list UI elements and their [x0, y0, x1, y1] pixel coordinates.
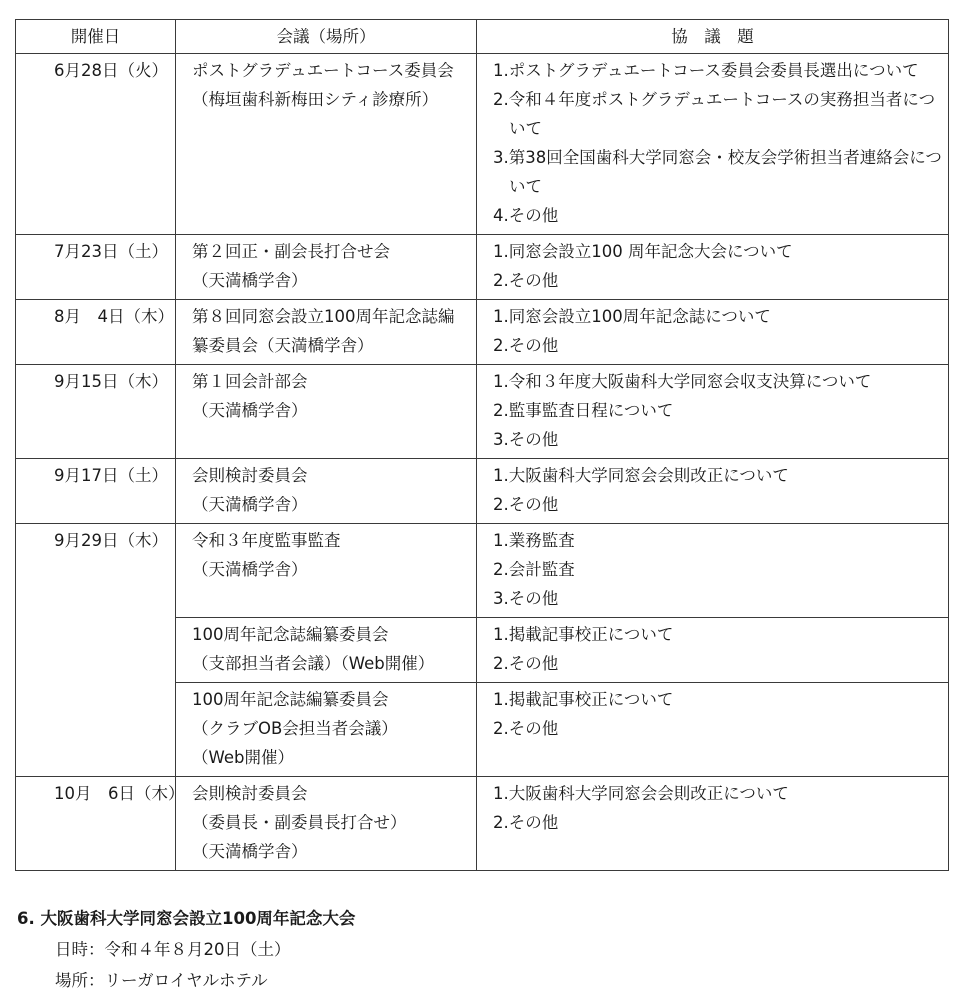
meeting-date: 7月23日（土）	[16, 235, 176, 300]
agenda-item: 1.大阪歯科大学同窓会会則改正について	[493, 466, 789, 485]
meeting-line: （Web開催）	[192, 748, 294, 767]
meeting-line: （梅垣歯科新梅田シティ診療所）	[192, 90, 439, 109]
agenda-item: 1.業務監査	[493, 531, 575, 550]
table-row	[16, 300, 949, 365]
header-meeting: 会議（場所）	[176, 20, 477, 54]
meeting-date: 6月28日（火）	[16, 54, 176, 235]
table-row	[16, 54, 949, 235]
agenda-item: 3.第38回全国歯科大学同窓会・校友会学術担当者連絡会について	[493, 148, 942, 196]
agenda-list	[477, 235, 949, 300]
meeting-date: 8月 4日（木）	[16, 300, 176, 365]
agenda-list	[477, 683, 949, 777]
agenda-item: 2.その他	[493, 271, 559, 290]
table-header-row	[16, 20, 949, 54]
meeting-line: 会則検討委員会	[192, 466, 308, 485]
meeting-line: 第２回正・副会長打合せ会	[192, 242, 390, 261]
agenda-item: 1.ポストグラデュエートコース委員会委員長選出について	[493, 61, 919, 80]
meeting-name	[176, 618, 477, 683]
meeting-line: 100周年記念誌編纂委員会	[192, 625, 389, 644]
agenda-item: 3.その他	[493, 589, 559, 608]
agenda-item: 3.その他	[493, 430, 559, 449]
meeting-name	[176, 459, 477, 524]
agenda-list	[477, 54, 949, 235]
meeting-line: （クラブOB会担当者会議）	[192, 719, 398, 738]
anniversary-section	[17, 903, 355, 996]
agenda-item: 2.その他	[493, 336, 559, 355]
meeting-line: （委員長・副委員長打合せ）	[192, 813, 407, 832]
meeting-name	[176, 235, 477, 300]
meeting-line: ポストグラデュエートコース委員会	[192, 61, 454, 80]
agenda-list	[477, 365, 949, 459]
meeting-name	[176, 683, 477, 777]
header-date: 開催日	[16, 20, 176, 54]
meeting-line: 第１回会計部会	[192, 372, 308, 391]
event-place: 場所：リーガロイヤルホテル	[55, 971, 268, 990]
agenda-item: 2.その他	[493, 813, 559, 832]
table-row	[16, 777, 949, 871]
agenda-item: 1.同窓会設立100 周年記念大会について	[493, 242, 793, 261]
table-row	[16, 235, 949, 300]
meeting-name	[176, 300, 477, 365]
agenda-item: 1.大阪歯科大学同窓会会則改正について	[493, 784, 789, 803]
meeting-line: 会則検討委員会	[192, 784, 308, 803]
meeting-schedule-table	[15, 19, 949, 871]
meeting-line: （天満橋学舎）	[192, 495, 308, 514]
meeting-name	[176, 54, 477, 235]
section-heading: 6. 大阪歯科大学同窓会設立100周年記念大会	[17, 909, 356, 928]
agenda-item: 1.掲載記事校正について	[493, 690, 674, 709]
agenda-item: 2.令和４年度ポストグラデュエートコースの実務担当者について	[493, 90, 936, 138]
agenda-item: 2.その他	[493, 654, 559, 673]
table-row	[16, 524, 949, 618]
table-row	[16, 459, 949, 524]
header-agenda: 協 議 題	[477, 20, 949, 54]
agenda-item: 2.監事監査日程について	[493, 401, 674, 420]
agenda-item: 1.同窓会設立100周年記念誌について	[493, 307, 771, 326]
meeting-line: （天満橋学舎）	[192, 401, 308, 420]
meeting-line: （天満橋学舎）	[192, 271, 308, 290]
meeting-line: （天満橋学舎）	[192, 560, 308, 579]
meeting-line: 100周年記念誌編纂委員会	[192, 690, 389, 709]
meeting-name	[176, 524, 477, 618]
agenda-list	[477, 300, 949, 365]
meeting-date: 9月29日（木）	[16, 524, 176, 777]
agenda-item: 2.その他	[493, 719, 559, 738]
meeting-date: 9月17日（土）	[16, 459, 176, 524]
meeting-name	[176, 777, 477, 871]
agenda-item: 1.令和３年度大阪歯科大学同窓会収支決算について	[493, 372, 872, 391]
agenda-list	[477, 618, 949, 683]
agenda-list	[477, 524, 949, 618]
meeting-line: （天満橋学舎）	[192, 842, 308, 861]
meeting-line: 令和３年度監事監査	[192, 531, 341, 550]
meeting-line: 第８回同窓会設立100周年記念誌編纂委員会（天満橋学舎）	[192, 307, 455, 355]
agenda-list	[477, 777, 949, 871]
meeting-name	[176, 365, 477, 459]
agenda-item: 1.掲載記事校正について	[493, 625, 674, 644]
event-datetime: 日時：令和４年８月20日（土）	[55, 940, 291, 959]
meeting-line: （支部担当者会議）（Web開催）	[192, 654, 435, 673]
agenda-item: 2.会計監査	[493, 560, 575, 579]
meeting-date: 9月15日（木）	[16, 365, 176, 459]
agenda-item: 2.その他	[493, 495, 559, 514]
meeting-date: 10月 6日（木）	[16, 777, 176, 871]
agenda-list	[477, 459, 949, 524]
table-row	[16, 365, 949, 459]
agenda-item: 4.その他	[493, 206, 559, 225]
